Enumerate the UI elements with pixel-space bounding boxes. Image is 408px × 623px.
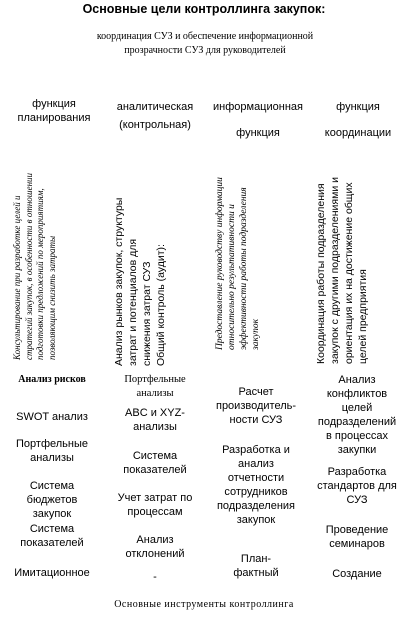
tool-reporting-development: Разработка и анализ отчетности сотрудников подразделения закупок [216,444,296,526]
tool-plan-fact-clip [210,552,302,580]
tool-goal-conflict-analysis: Анализ конфликтов целей подразделений в процессах закупки [317,374,397,456]
goal-analytical-line-3: снижения затрат СУЗ [141,261,153,366]
goal-text-information-rotated: Предоставление руководству информации относительно результативности и эффективности работы подразделения закупок [215,177,261,350]
diagram-subtitle [60,30,350,58]
goal-text-planning-rotated: Консультирование при разработке целей и стратегий закупок, в особенности в отношении подготовки предложений по мероприятиям, позволяющим снизить затраты [12,172,57,360]
header-planning-line-1: функция [32,98,76,110]
tool-dash: - [153,571,157,583]
goal-analytical-line-1: Анализ рынков закупок, структуры [113,197,125,366]
goal-analytical-line-4: Общий контроль (аудит): [155,244,167,366]
tool-swot-analysis: SWOT анализ [16,411,88,423]
goal-text-planning [12,155,96,370]
header-coordination-line-2: координации [324,126,392,139]
header-coordination-line-1: функция [336,101,380,113]
tool-performance-calculation: Расчет производитель-ности СУЗ [215,386,297,426]
goal-analytical-line-2: затрат и потенциалов для [127,238,139,366]
tool-portfolio-analyses: Портфельные анализы [124,374,186,399]
column-header-coordination [316,101,400,140]
goal-text-information [214,155,302,370]
header-information-line-2: функция [236,126,280,139]
tool-variance-analysis: Анализ отклонений [125,534,185,560]
diagram-title: Основные цели контроллинга закупок: [82,2,326,16]
tool-indicator-system: Система показателей [20,523,84,549]
header-information-line-1: информационная [213,101,303,113]
subtitle-line-2: прозрачности СУЗ для руководителей [124,45,286,56]
tool-risk-analysis: Анализ рисков [18,374,86,385]
header-planning-line-2: планирования [17,111,91,124]
tool-standards-development: Разработка стандартов для СУЗ [317,466,397,506]
header-analytical-line-1: аналитическая [116,101,194,113]
header-analytical-line-2: (контрольная) [119,118,191,131]
tool-indicator-system-2: Система показателей [123,450,187,476]
tool-seminars: Проведение семинаров [325,524,389,550]
tool-plan-fact: План-фактный [233,553,279,579]
diagram-footer: Основные инструменты контроллинга [114,599,294,610]
tool-creation: Создание [332,568,382,580]
column-header-planning [14,98,94,125]
goal-text-coordination [314,155,400,370]
tool-budget-system: Система бюджетов закупок [26,480,78,520]
column-header-information [208,101,308,140]
goal-text-coordination-rotated: Координация работы подразделения закупок с другими подразделениями и ориентация их на достижение общих целей предприятия [315,177,369,364]
goal-text-analytical [112,155,198,370]
tool-portfolio-analysis: Портфельные анализы [16,438,88,464]
goal-text-analytical-rotated [112,155,198,370]
tool-simulation: Имитационное [14,567,90,579]
tool-abc-xyz-analysis: ABC и XYZ-анализы [125,407,185,433]
subtitle-line-1: координация СУЗ и обеспечение информационной [96,31,314,42]
tool-process-cost-accounting: Учет затрат по процессам [117,492,193,518]
column-header-analytical [112,101,198,132]
